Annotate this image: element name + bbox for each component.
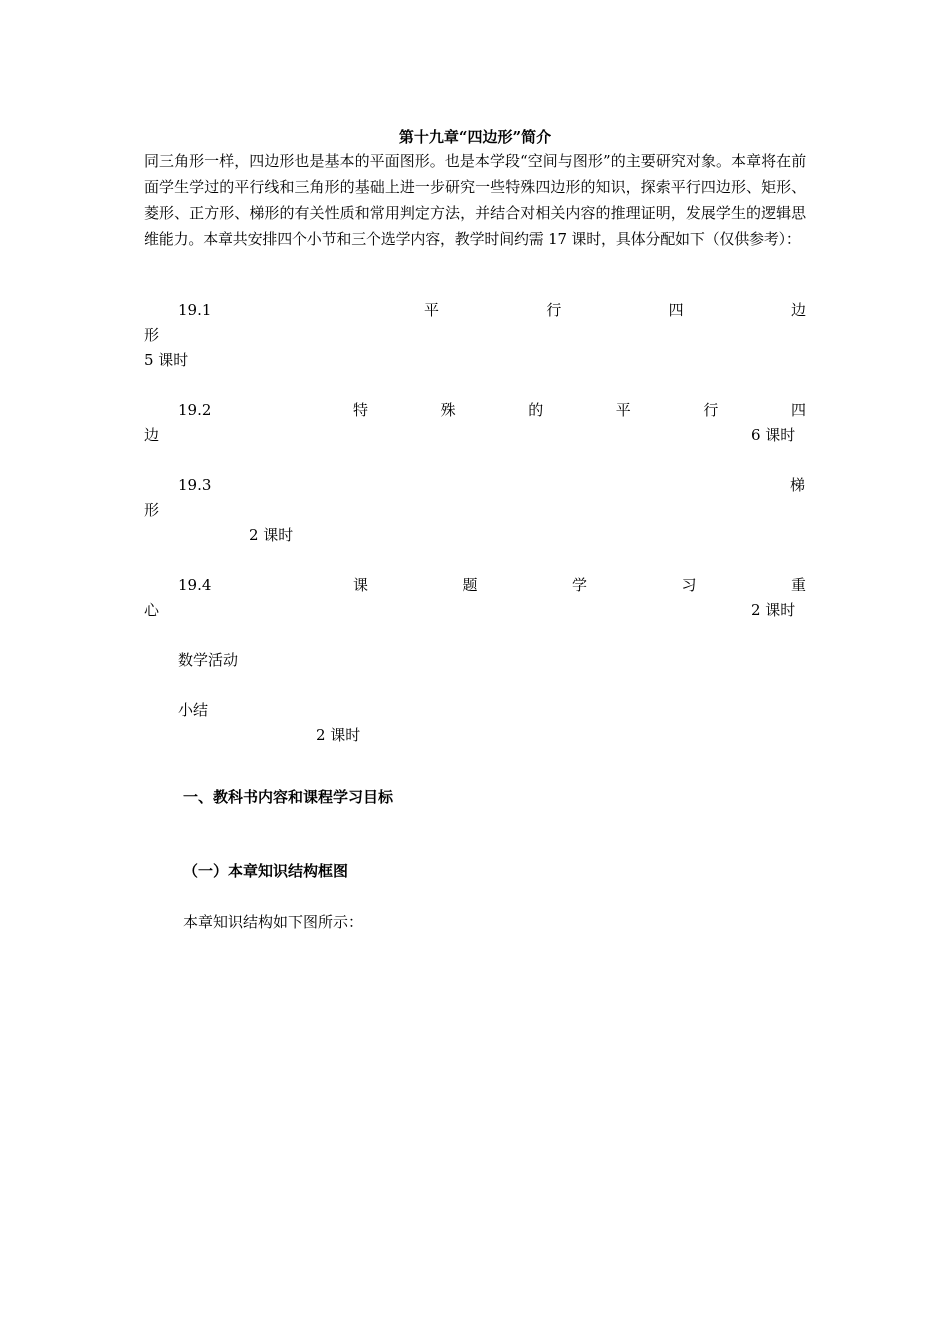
section-title-19-1 xyxy=(424,299,806,321)
title-char: 四 xyxy=(790,401,806,419)
title-char: 平 xyxy=(424,301,440,319)
section-hours-19-2: 6 课时 xyxy=(751,426,796,444)
summary-label: 小结 xyxy=(178,701,209,719)
title-char: 学 xyxy=(571,576,587,594)
section-title-19-4 xyxy=(353,574,806,596)
title-char: 习 xyxy=(681,576,697,594)
structure-intro-text: 本章知识结构如下图所示： xyxy=(183,913,364,931)
title-char: 四 xyxy=(668,301,684,319)
title-char: 边 xyxy=(790,301,806,319)
section-number-19-4: 19.4 xyxy=(178,576,212,594)
title-char: 特 xyxy=(353,401,369,419)
section-title-19-2 xyxy=(353,399,806,421)
math-activity-label: 数学活动 xyxy=(178,651,239,669)
section-number-19-2: 19.2 xyxy=(178,401,212,419)
section-title-wrap-19-1: 形 xyxy=(144,326,160,344)
subsection-heading-1: （一）本章知识结构框图 xyxy=(183,862,349,880)
section-title-19-3: 梯 xyxy=(790,476,806,494)
section-title-wrap-19-2: 边 xyxy=(144,426,160,444)
section-hours-19-1: 5 课时 xyxy=(144,351,189,369)
title-char: 行 xyxy=(546,301,562,319)
title-char: 殊 xyxy=(440,401,456,419)
intro-paragraph: 同三角形一样，四边形也是基本的平面图形。也是本学段“空间与图形”的主要研究对象。本章将在前面学生学过的平行线和三角形的基础上进一步研究一些特殊四边形的知识，探索平行四边形、矩形、菱形、正方形、梯形的有关性质和常用判定方法，并结合对相关内容的推理证明，发展学生的逻辑思维能力。本章共安排四个小节和三个选学内容，教学时间约需 17 课时，具体分配如下（仅供参考）： xyxy=(144,152,806,248)
summary-hours: 2 课时 xyxy=(316,726,361,744)
title-char: 的 xyxy=(528,401,544,419)
title-char: 题 xyxy=(462,576,478,594)
section-number-19-1: 19.1 xyxy=(178,301,212,319)
section-heading-1: 一、教科书内容和课程学习目标 xyxy=(183,788,394,806)
section-hours-19-4: 2 课时 xyxy=(751,601,796,619)
section-title-wrap-19-4: 心 xyxy=(144,601,160,619)
section-number-19-3: 19.3 xyxy=(178,476,212,494)
title-char: 课 xyxy=(353,576,369,594)
chapter-title: 第十九章“四边形”简介 xyxy=(398,128,552,146)
title-char: 重 xyxy=(790,576,806,594)
title-char: 行 xyxy=(703,401,719,419)
title-char: 平 xyxy=(615,401,631,419)
section-hours-19-3: 2 课时 xyxy=(249,526,294,544)
section-title-wrap-19-3: 形 xyxy=(144,501,160,519)
